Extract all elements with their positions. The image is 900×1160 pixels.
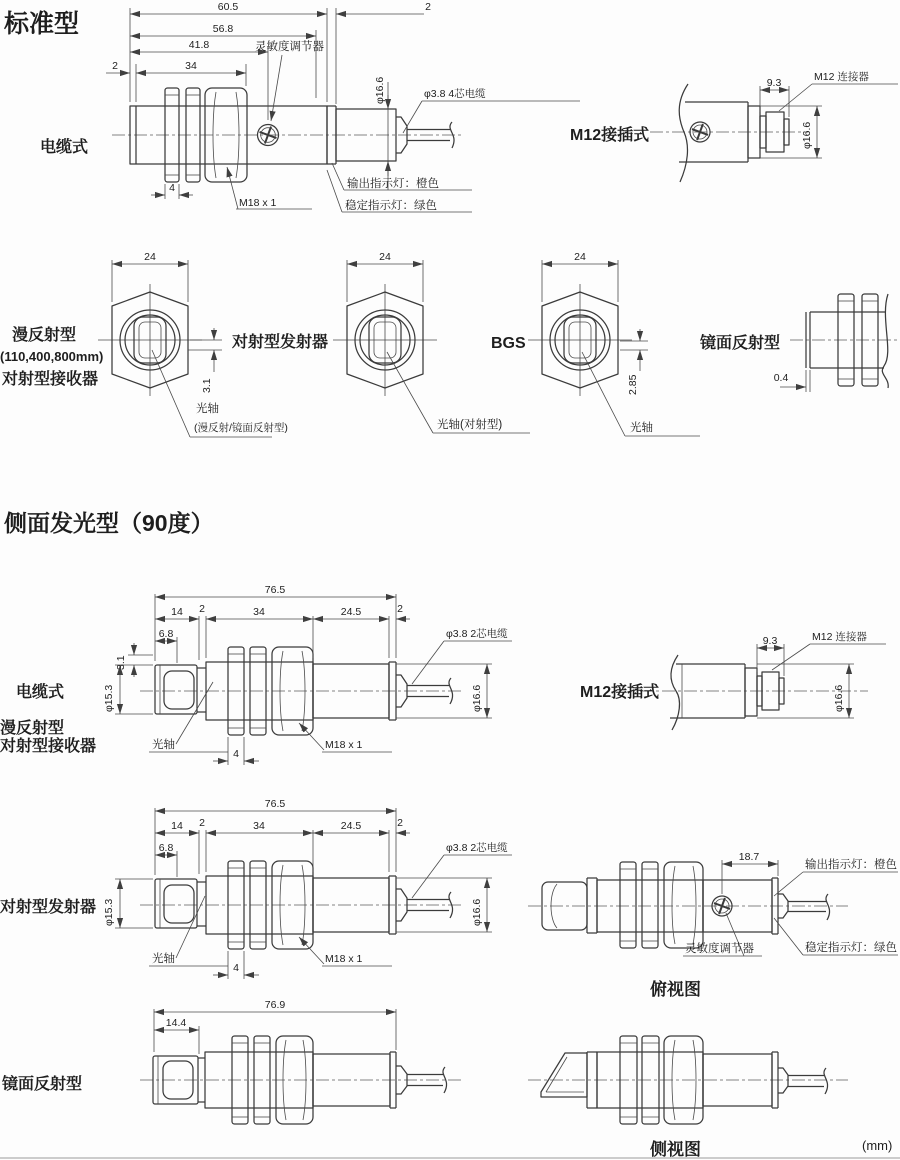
callout-sensitivity: 灵敏度调节器 xyxy=(255,41,324,53)
texts xyxy=(0,798,508,974)
cable-boot xyxy=(778,1068,788,1093)
sensor-outline xyxy=(140,1036,462,1124)
callout-m12-connector: M12 连接器 xyxy=(814,71,869,83)
lock-nut xyxy=(642,862,658,948)
caption-side-view: 侧视图 xyxy=(650,1140,701,1159)
dim-56-8: 56.8 xyxy=(212,23,234,35)
callout-thread: M18 x 1 xyxy=(325,953,363,965)
cable-break xyxy=(826,894,830,920)
hex-view-bgs xyxy=(491,251,700,436)
dim-24: 24 xyxy=(379,251,391,263)
dim-0-4: 0.4 xyxy=(773,372,789,384)
std-cable-drawing xyxy=(40,1,580,212)
angled-head xyxy=(541,1053,587,1097)
dim-14: 14 xyxy=(171,606,183,618)
dim-6-8: 6.8 xyxy=(158,842,174,854)
label-m12-type: M12接插式 xyxy=(570,127,650,144)
label-bgs: BGS xyxy=(491,335,526,352)
top-view-drawing xyxy=(528,851,898,999)
dim-2b: 2 xyxy=(397,817,403,829)
sensor-outline xyxy=(528,1036,848,1124)
dim-2a: 2 xyxy=(199,817,205,829)
dim-dia-16-6: φ16.6 xyxy=(471,898,483,926)
label-cable-type: 电缆式 xyxy=(40,139,89,156)
front-views xyxy=(0,251,900,437)
dim-2-right: 2 xyxy=(425,1,431,13)
lens xyxy=(164,671,194,709)
label-range: (110,400,800mm) xyxy=(0,349,104,364)
callout-cable: φ3.8 2芯电缆 xyxy=(446,628,508,640)
dim-9-3: 9.3 xyxy=(766,77,782,89)
callout-optical-axis-note: (漫反射/镜面反射型) xyxy=(194,422,288,434)
label-thru-receiver: 对射型接收器 xyxy=(2,371,99,388)
dim-6-8: 6.8 xyxy=(158,628,174,640)
lens xyxy=(164,885,194,923)
dim-24-5: 24.5 xyxy=(340,606,362,618)
callout-led-stable: 稳定指示灯：绿色 xyxy=(805,942,897,954)
mirror-front-drawing xyxy=(700,294,900,392)
hex-view-emitter xyxy=(231,251,530,433)
dim-dia-16-6: φ16.6 xyxy=(801,121,813,149)
dim-14: 14 xyxy=(171,820,183,832)
dim-2b: 2 xyxy=(397,603,403,615)
dim-dia-16-6: φ16.6 xyxy=(833,684,845,712)
side-mirror-drawing xyxy=(2,999,462,1124)
texts xyxy=(580,630,867,712)
dim-14-4: 14.4 xyxy=(165,1017,187,1029)
break-line xyxy=(671,655,679,730)
dim-34: 34 xyxy=(253,820,265,832)
callout-led-output: 输出指示灯：橙色 xyxy=(347,178,439,190)
label-diffuse: 漫反射型 xyxy=(0,720,65,737)
dim-4: 4 xyxy=(233,748,239,760)
dim-76-5: 76.5 xyxy=(264,584,286,596)
end-ring xyxy=(745,668,757,716)
dim-41-8: 41.8 xyxy=(188,39,210,51)
dim-3-1: 3.1 xyxy=(201,378,213,393)
label-thru-emitter: 对射型发射器 xyxy=(232,334,329,351)
dim-4: 4 xyxy=(233,962,239,974)
callout-sensitivity: 灵敏度调节器 xyxy=(685,943,754,955)
dimension-lines xyxy=(154,1009,396,1054)
dim-18-7: 18.7 xyxy=(738,851,760,863)
callout-thread: M18 x 1 xyxy=(325,739,363,751)
caption-top-view: 俯视图 xyxy=(650,980,701,999)
dim-34: 34 xyxy=(185,60,197,72)
dim-76-9: 76.9 xyxy=(264,999,286,1011)
side-m12-drawing xyxy=(580,630,886,730)
label-thru-emitter: 对射型发射器 xyxy=(0,899,97,916)
dim-34: 34 xyxy=(253,606,265,618)
dim-2a: 2 xyxy=(199,603,205,615)
sensor-outline xyxy=(650,84,808,182)
dim-4: 4 xyxy=(169,182,175,194)
dimension-lines xyxy=(760,84,898,158)
callout-optical-axis: 光轴(对射型) xyxy=(437,419,503,431)
side-cable-drawing xyxy=(0,584,512,765)
dim-2-85: 2.85 xyxy=(627,374,639,395)
sensor-outline xyxy=(140,861,462,949)
break-line xyxy=(882,294,888,388)
dim-9-3: 9.3 xyxy=(762,635,778,647)
dim-24-5: 24.5 xyxy=(340,820,362,832)
callout-cable: φ3.8 2芯电缆 xyxy=(446,842,508,854)
std-m12-drawing xyxy=(570,70,898,182)
callout-optical-axis: 光轴 xyxy=(196,403,219,415)
texts xyxy=(2,999,285,1093)
label-diffuse: 漫反射型 xyxy=(12,327,77,344)
callout-thread: M18 x 1 xyxy=(239,197,277,209)
dim-dia-15-3: φ15.3 xyxy=(103,898,115,926)
callout-optical-axis: 光轴 xyxy=(152,953,175,965)
lock-nut xyxy=(620,862,636,948)
callout-optical-axis: 光轴 xyxy=(152,739,175,751)
dim-60-5: 60.5 xyxy=(217,1,239,13)
dim-3-1: 3.1 xyxy=(115,655,127,670)
section-title-standard: 标准型 xyxy=(4,10,80,38)
sensor-outline xyxy=(112,88,462,182)
dim-76-5: 76.5 xyxy=(264,798,286,810)
hex-nut xyxy=(664,862,703,948)
callout-optical-axis: 光轴 xyxy=(630,422,653,434)
label-mirror: 镜面反射型 xyxy=(2,1076,83,1093)
section-title-side-emit: 侧面发光型（90度） xyxy=(4,510,214,536)
callout-cable: φ3.8 4芯电缆 xyxy=(424,88,486,100)
label-mirror: 镜面反射型 xyxy=(700,335,781,352)
label-thru-receiver: 对射型接收器 xyxy=(0,738,97,755)
dim-dia-16-6: φ16.6 xyxy=(374,76,386,104)
dim-24: 24 xyxy=(574,251,586,263)
dim-dia-15-3: φ15.3 xyxy=(103,684,115,712)
side-view-drawing xyxy=(528,1036,848,1159)
texts xyxy=(0,584,508,760)
dim-dia-16-6: φ16.6 xyxy=(471,684,483,712)
texts xyxy=(650,851,897,999)
callout-led-stable: 稳定指示灯：绿色 xyxy=(345,200,437,212)
texts xyxy=(570,70,869,149)
texts xyxy=(650,1139,701,1159)
sensitivity-screw-icon xyxy=(687,119,713,145)
dimension-lines xyxy=(757,644,886,718)
dim-24: 24 xyxy=(144,251,156,263)
dim-2-left: 2 xyxy=(112,60,118,72)
callout-m12-connector: M12 连接器 xyxy=(812,631,867,643)
label-cable-type: 电缆式 xyxy=(16,684,65,701)
unit-note: (mm) xyxy=(862,1138,893,1153)
cable-break xyxy=(824,1068,828,1094)
break-line xyxy=(679,84,688,182)
sensor-outline xyxy=(140,647,462,735)
callout-led-output: 输出指示灯：橙色 xyxy=(805,859,897,871)
label-m12-type: M12接插式 xyxy=(580,684,660,701)
side-emitter-drawing xyxy=(0,798,512,979)
